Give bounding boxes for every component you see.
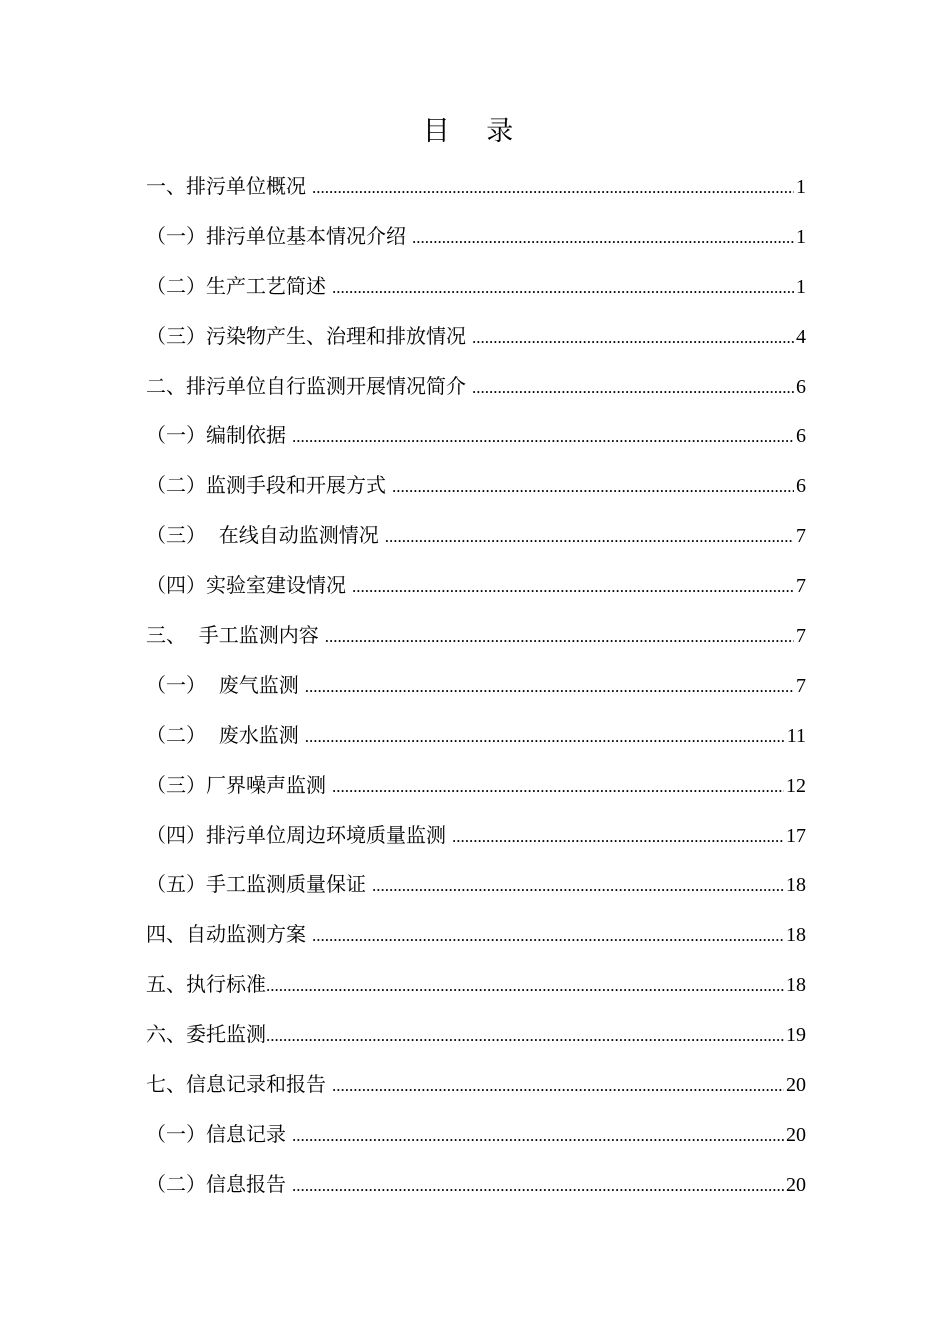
toc-entry[interactable] bbox=[146, 1016, 806, 1066]
toc-dot-leader bbox=[332, 270, 794, 306]
toc-page-number: 7 bbox=[796, 575, 806, 598]
toc-dot-leader bbox=[332, 769, 784, 805]
toc-entry[interactable] bbox=[146, 567, 806, 617]
toc-title: 目 录 bbox=[422, 116, 528, 147]
toc-dot-leader bbox=[292, 1168, 784, 1204]
toc-page-number: 18 bbox=[786, 924, 806, 947]
toc-page-number: 1 bbox=[796, 176, 806, 198]
toc-entry-label: 一、排污单位概况 bbox=[146, 174, 306, 198]
toc-page-number: 7 bbox=[796, 625, 806, 648]
toc-entry-label: （四）排污单位周边环境质量监测 bbox=[146, 822, 446, 847]
toc-entry[interactable] bbox=[146, 268, 806, 318]
toc-dot-leader bbox=[372, 868, 784, 904]
toc-entry[interactable] bbox=[146, 218, 806, 268]
toc-entry[interactable] bbox=[146, 617, 806, 667]
toc-page-number: 20 bbox=[786, 1173, 806, 1196]
toc-entry[interactable] bbox=[146, 168, 806, 218]
toc-entry-label: （三）厂界噪声监测 bbox=[146, 772, 326, 797]
toc-dot-leader bbox=[412, 220, 794, 256]
toc-page-number: 7 bbox=[796, 525, 806, 548]
toc-entry-label: 五、执行标准 bbox=[146, 972, 266, 997]
toc-page-number: 12 bbox=[786, 774, 806, 797]
toc-entry-label: （二）生产工艺简述 bbox=[146, 273, 326, 298]
toc-page-number: 19 bbox=[786, 1024, 806, 1047]
toc-page-number: 11 bbox=[786, 724, 806, 747]
toc-entry[interactable] bbox=[146, 467, 806, 517]
toc-dot-leader bbox=[452, 819, 784, 855]
toc-dot-leader bbox=[305, 669, 794, 705]
toc-dot-leader bbox=[305, 719, 785, 755]
toc-dot-leader bbox=[332, 1068, 784, 1104]
toc-dot-leader bbox=[292, 419, 794, 455]
toc-page-number: 20 bbox=[786, 1123, 806, 1146]
toc-page-number: 6 bbox=[796, 375, 806, 398]
toc-entry[interactable] bbox=[146, 717, 806, 767]
toc-entry-label: （三）污染物产生、治理和排放情况 bbox=[146, 323, 466, 348]
toc-dot-leader bbox=[472, 320, 794, 356]
toc-entry-label: （三） 在线自动监测情况 bbox=[146, 523, 379, 548]
toc-entry[interactable] bbox=[146, 318, 806, 368]
toc-entry[interactable] bbox=[146, 866, 806, 916]
toc-page-number: 18 bbox=[786, 874, 806, 897]
toc-entry[interactable] bbox=[146, 667, 806, 717]
toc-entry[interactable] bbox=[146, 1166, 806, 1216]
toc-entry[interactable] bbox=[146, 1066, 806, 1116]
toc-entry[interactable] bbox=[146, 767, 806, 817]
toc-entry-label: （一）编制依据 bbox=[146, 423, 286, 448]
toc-dot-leader bbox=[312, 170, 794, 206]
toc-entry-label: 六、委托监测 bbox=[146, 1022, 266, 1047]
toc-page-number: 17 bbox=[786, 824, 806, 847]
toc-entry-label: （二） 废水监测 bbox=[146, 722, 299, 747]
toc-page-number: 6 bbox=[796, 475, 806, 498]
toc-page-number: 1 bbox=[796, 225, 806, 248]
toc-page-number: 7 bbox=[796, 674, 806, 697]
toc-dot-leader bbox=[385, 519, 794, 555]
toc-entry-label: （二）信息报告 bbox=[146, 1171, 286, 1196]
toc-entry-label: （一） 废气监测 bbox=[146, 672, 299, 697]
toc-dot-leader bbox=[266, 968, 784, 1004]
toc-entry-label: 三、 手工监测内容 bbox=[146, 623, 319, 648]
toc-page-number: 1 bbox=[796, 275, 806, 298]
toc-entry[interactable] bbox=[146, 817, 806, 867]
toc-page-number: 20 bbox=[786, 1074, 806, 1097]
toc-dot-leader bbox=[352, 569, 794, 605]
table-of-contents bbox=[146, 168, 806, 1216]
toc-entry[interactable] bbox=[146, 966, 806, 1016]
toc-dot-leader bbox=[312, 918, 784, 954]
toc-entry-label: 四、自动监测方案 bbox=[146, 922, 306, 947]
toc-entry-label: 二、排污单位自行监测开展情况简介 bbox=[146, 373, 466, 398]
toc-dot-leader bbox=[472, 370, 794, 406]
toc-entry[interactable] bbox=[146, 517, 806, 567]
toc-entry-label: （五）手工监测质量保证 bbox=[146, 872, 366, 897]
toc-entry[interactable] bbox=[146, 1116, 806, 1166]
toc-entry-label: 七、信息记录和报告 bbox=[146, 1072, 326, 1097]
toc-dot-leader bbox=[325, 619, 794, 655]
toc-entry[interactable] bbox=[146, 368, 806, 418]
toc-entry-label: （二）监测手段和开展方式 bbox=[146, 473, 386, 498]
toc-dot-leader bbox=[292, 1118, 784, 1154]
toc-page-number: 4 bbox=[796, 325, 806, 348]
toc-entry-label: （一）信息记录 bbox=[146, 1121, 286, 1146]
toc-page-number: 6 bbox=[796, 425, 806, 448]
toc-entry-label: （一）排污单位基本情况介绍 bbox=[146, 223, 406, 248]
toc-entry[interactable] bbox=[146, 417, 806, 467]
toc-entry-label: （四）实验室建设情况 bbox=[146, 573, 346, 598]
toc-entry[interactable] bbox=[146, 916, 806, 966]
toc-page-number: 18 bbox=[786, 974, 806, 997]
toc-dot-leader bbox=[392, 469, 794, 505]
toc-dot-leader bbox=[266, 1018, 784, 1054]
